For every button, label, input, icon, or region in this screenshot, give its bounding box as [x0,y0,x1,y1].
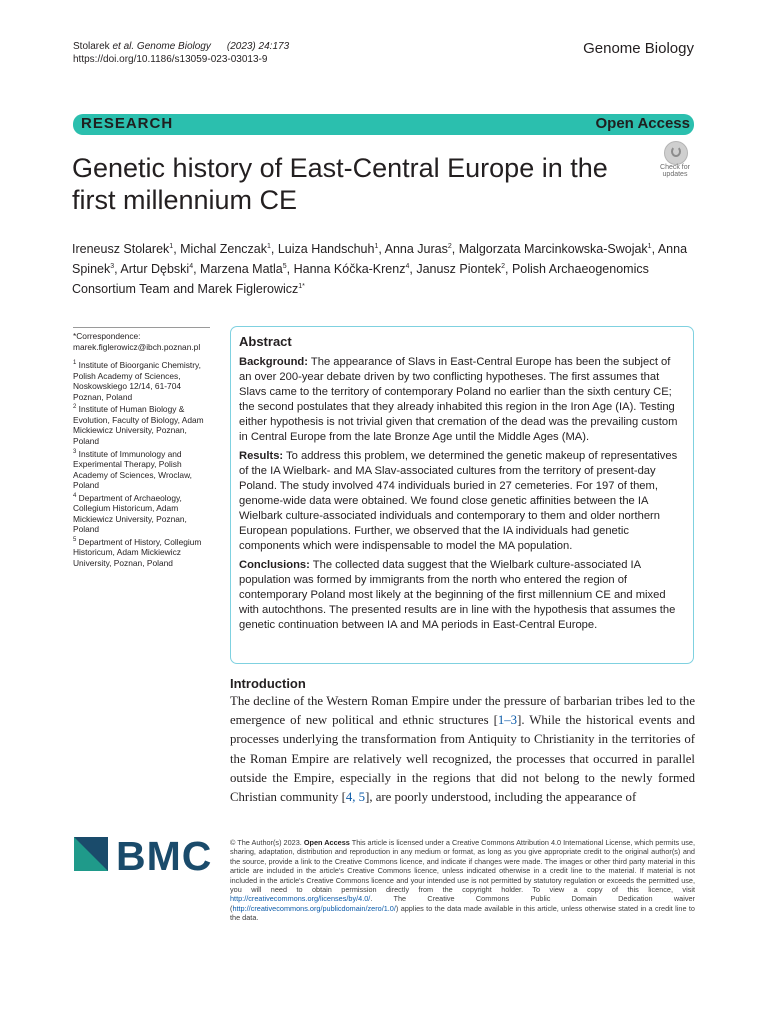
citation-header [73,40,289,66]
author-name[interactable]: Marzena Matla [200,262,283,277]
doi-link[interactable]: https://doi.org/10.1186/s13059-023-03013-9 [73,54,268,65]
citation-year-volume: (2023) 24:173 [226,41,290,52]
check-for-updates-badge[interactable] [655,140,695,178]
cc-zero-link[interactable]: http://creativecommons.org/publicdomain/zero/1.0/ [232,903,396,913]
affiliation-item [73,447,213,491]
correspondence: *Correspondence: marek.figlerowicz@ibch.poznan.pl [73,331,201,352]
author-affiliation-marker: 5 [282,263,287,271]
affiliation-text: Department of Archaeology, Collegium Historicum, Adam Mickiewicz University, Poznan, Poland [73,492,187,535]
author-affiliation-marker: 3 [110,263,115,271]
author-affiliation-marker: 4 [189,263,194,271]
citation-ref-4-5[interactable]: 4, 5 [345,790,366,805]
open-access-label: Open Access [595,115,690,132]
bmc-logo-mark-icon [74,837,114,873]
article-title: Genetic history of East-Central Europe in the first millennium CE [72,153,608,215]
author-name[interactable]: Luiza Handschuh [277,242,375,257]
background-text: The appearance of Slavs in East-Central Europe has been the subject of an over 200-year debate driven by two conflicting hypotheses. The first assumes that Slavs came to the territory of contemporary Poland no earlier than the sixth century CE; the second postulates that they already inhabited this region in the Iron Age (IA). Testing either hypothesis is not trivial given that cremation of the dead was the prevailing custom in Central Europe from the late Bronze Age until the Middle Ages (MA). [239,356,678,443]
affiliation-number: 3 [73,448,77,455]
results-label: Results: [239,450,284,462]
author-name[interactable]: Malgorzata Marcinkowska-Swojak [458,242,648,257]
conclusions-text: The collected data suggest that the Wielbark culture-associated IA population was formed by immigrants from the north who entered the region of contemporary Poland most likely at the beginning of the first millennium CE and mixed with autochthons. The presented results are in line with the hypothesis that assumes the genetic continuation between IA and MA periods in East-Central Europe. [239,559,676,631]
author-name[interactable]: Janusz Piontek [416,262,502,277]
abstract-conclusions [239,558,685,633]
author-affiliation-marker: 1 [647,243,652,250]
conclusions-label: Conclusions: [239,559,310,571]
affiliation-text: Institute of Bioorganic Chemistry, Polish Academy of Sciences, Noskowskiego 12/14, 61-704 Poznan, Poland [73,359,201,402]
affiliation-number: 1 [73,360,77,367]
affiliation-item [73,402,213,446]
author-name[interactable]: Marek Figlerowicz [197,282,299,297]
affiliation-item [73,491,213,535]
author-affiliation-marker: 2 [501,263,506,271]
license-open-access: Open Access [303,838,350,847]
journal-name: Genome Biology [583,40,694,57]
affiliation-number: 4 [73,492,77,499]
affiliation-text: Institute of Human Biology & Evolution, Faculty of Biology, Adam Mickiewicz University, Poznan, Poland [73,404,204,446]
author-affiliation-marker: 1 [169,243,174,250]
citation-journal: et al. Genome Biology [112,41,211,52]
citation-ref-1-3[interactable]: 1–3 [497,713,518,728]
author-name[interactable]: Hanna Kóčka-Krenz [293,262,406,277]
introduction-heading: Introduction [230,676,306,691]
check-updates-line1: Check for [660,164,690,171]
citation-line [73,40,289,53]
author-affiliation-marker: 2 [447,243,452,250]
sidebar-divider [73,327,210,328]
license-text: © The Author(s) 2023. Open Access This article is licensed under a Creative Commons Attribution 4.0 International License, which permits use, sharing, adaptation, distribution and reproduction in any medium or format, as long as you give appropriate credit to the original author(s) and the source, provide a link to the Creative Commons licence, and indicate if changes were made. The images or other third party material in this article are included in the article's Creative Commons licence, unless indicated otherwise in a credit line to the material. If material is not included in the article's Creative Commons licence and your intended use is not permitted by statutory regulation or exceeds the permitted use, you will need to obtain permission directly from the copyright holder. To view a copy of this licence, visit http://creativecommons.org/licenses/by/4.0/. The Creative Commons Public Domain Dedication waiver (http://creativecommons.org/publicdomain/zero/1.0/) applies to the data made available in this article, unless otherwise stated in a credit line to the data. [230,838,696,923]
author-name[interactable]: Michal Zenczak [180,242,267,257]
affiliation-item [73,358,213,402]
author-affiliation-marker: 1 [266,243,271,250]
article-type-banner [73,114,694,135]
affiliations-sidebar [73,331,213,568]
abstract-background [239,355,685,445]
cc-by-link[interactable]: http://creativecommons.org/licenses/by/4.0/ [230,894,371,904]
bmc-logo-word: BMC [116,833,213,879]
results-text: To address this problem, we determined the genetic makeup of representatives of the IA Wielbark- and MA Slav-associated cultures from the territory of present-day Poland. The study involved 474 individuals buried in 27 cemeteries. For 197 of them, genome-wide data were obtained. We found close genetic affinities between the IA Wielbark culture-associated individuals and contemporary to them and older northern European populations. Further, we observed that the IA individuals had genetic components which were indispensable to model the MA population. [239,450,678,552]
abstract-results [239,449,685,554]
check-updates-line2: updates [662,171,688,178]
author-name[interactable]: Artur Dębski [120,262,190,277]
citation-authors: Stolarek [73,41,113,52]
background-label: Background: [239,356,308,368]
author-name[interactable]: Anna Spinek [72,242,688,277]
research-label: RESEARCH [81,115,174,132]
affiliation-number: 5 [73,536,77,543]
abstract-box [230,326,694,664]
author-name[interactable]: Ireneusz Stolarek [72,242,170,257]
bmc-logo [74,833,214,879]
author-name[interactable]: Anna Juras [384,242,448,257]
author-list: Ireneusz Stolarek$^1$, Michal Zenczak$^1$, Luiza Handschuh$^1$, Anna Juras$^2$, Malgorzata Marcinkowska-Swojak$^1$, Anna Spinek$^3$, Artur Dębski$^4$, Marzena Matla$^5$, Hanna Kóčka-Krenz$^4$, Janusz Piontek$^2$, Polish Archaeogenomics Consortium Team and Marek Figlerowicz$^{1*}$ [72,242,688,297]
affiliation-list [73,358,213,568]
author-affiliation-marker: 1 [374,243,379,250]
affiliation-text: Institute of Immunology and Experimental Therapy, Polish Academy of Sciences, Wroclaw, Poland [73,448,193,491]
author-affiliation-marker: 1* [298,283,305,291]
affiliation-number: 2 [73,404,77,411]
introduction-text: The decline of the Western Roman Empire under the pressure of barbarian tribes led to the emergence of new political and ethnic structures [1–3]. While the historical events and processes underlying the transformation from Antiquity to Christianity in the territories of the Roman Empire are relatively well recognized, the processes that occurred in parallel outside the Empire, especially in the regions that did not belong to the newly formed Christian community [4, 5], are poorly understood, including the appearance of [230,694,695,805]
author-name[interactable]: Polish Archaeogenomics Consortium Team [72,262,649,297]
author-affiliation-marker: 4 [405,263,410,271]
abstract-heading: Abstract [239,334,292,349]
affiliation-text: Department of History, Collegium Historicum, Adam Mickiewicz University, Poznan, Poland [73,536,202,568]
affiliation-item [73,535,213,569]
check-updates-icon [664,141,688,165]
